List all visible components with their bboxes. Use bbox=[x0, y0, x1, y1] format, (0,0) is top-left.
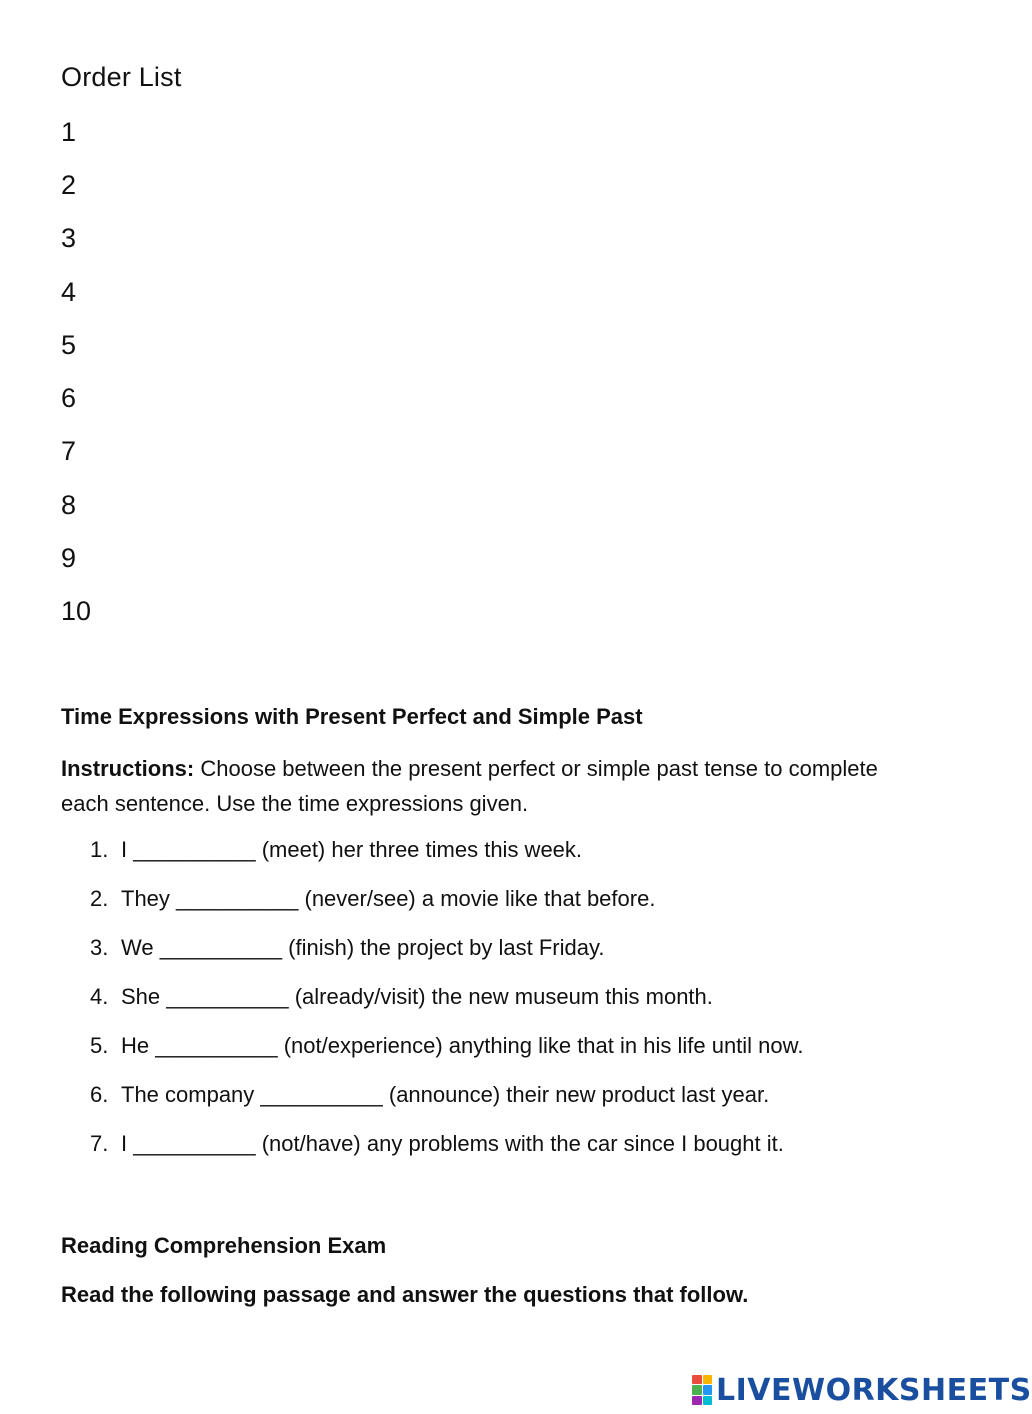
question-number: 4. bbox=[90, 984, 109, 1009]
instructions bbox=[61, 751, 921, 821]
question-number: 7. bbox=[90, 1131, 109, 1156]
question-number: 5. bbox=[90, 1033, 109, 1058]
question-text: We __________ (finish) the project by last Friday. bbox=[121, 935, 605, 960]
order-list-item: 4 bbox=[61, 277, 77, 307]
question-text: They __________ (never/see) a movie like that before. bbox=[121, 886, 656, 911]
liveworksheets-logo-icon bbox=[692, 1375, 712, 1405]
question-text: I __________ (meet) her three times this week. bbox=[121, 837, 583, 862]
order-list-item: 6 bbox=[61, 383, 77, 413]
order-list-item: 2 bbox=[61, 170, 77, 200]
instructions-label: Instructions: bbox=[61, 756, 195, 781]
exercise-question bbox=[90, 837, 582, 863]
reading-subheading: Read the following passage and answer the questions that follow. bbox=[61, 1282, 749, 1307]
question-number: 6. bbox=[90, 1082, 109, 1107]
order-list-item: 10 bbox=[61, 596, 92, 626]
order-list-item: 1 bbox=[61, 117, 77, 147]
question-text: I __________ (not/have) any problems with the car since I bought it. bbox=[121, 1131, 784, 1156]
exercise-question bbox=[90, 886, 655, 912]
question-text: He __________ (not/experience) anything like that in his life until now. bbox=[121, 1033, 804, 1058]
order-list-item: 8 bbox=[61, 490, 77, 520]
order-list-title: Order List bbox=[61, 62, 182, 92]
question-number: 3. bbox=[90, 935, 109, 960]
logo-mark-square bbox=[692, 1385, 702, 1394]
order-list-item: 3 bbox=[61, 223, 77, 253]
logo-mark-square bbox=[703, 1396, 713, 1405]
liveworksheets-logo bbox=[692, 1372, 1032, 1408]
logo-mark-square bbox=[692, 1396, 702, 1405]
exercise-question bbox=[90, 935, 604, 961]
exercise-question bbox=[90, 1131, 784, 1157]
logo-mark-square bbox=[703, 1375, 713, 1384]
exercise-question bbox=[90, 1082, 769, 1108]
order-list-item: 5 bbox=[61, 330, 77, 360]
question-number: 2. bbox=[90, 886, 109, 911]
order-list-item: 9 bbox=[61, 543, 77, 573]
exercise-question bbox=[90, 984, 713, 1010]
question-text: She __________ (already/visit) the new museum this month. bbox=[121, 984, 713, 1009]
time-expressions-heading: Time Expressions with Present Perfect and Simple Past bbox=[61, 704, 643, 729]
instructions-text: Choose between the present perfect or simple past tense to complete each sentence. Use the time expressions given. bbox=[61, 756, 878, 816]
order-list-item: 7 bbox=[61, 436, 77, 466]
exercise-question bbox=[90, 1033, 803, 1059]
liveworksheets-logo-text: LIVEWORKSHEETS bbox=[716, 1372, 1032, 1408]
question-number: 1. bbox=[90, 837, 109, 862]
question-text: The company __________ (announce) their new product last year. bbox=[121, 1082, 770, 1107]
logo-mark-square bbox=[692, 1375, 702, 1384]
logo-mark-square bbox=[703, 1385, 713, 1394]
reading-heading: Reading Comprehension Exam bbox=[61, 1233, 387, 1258]
